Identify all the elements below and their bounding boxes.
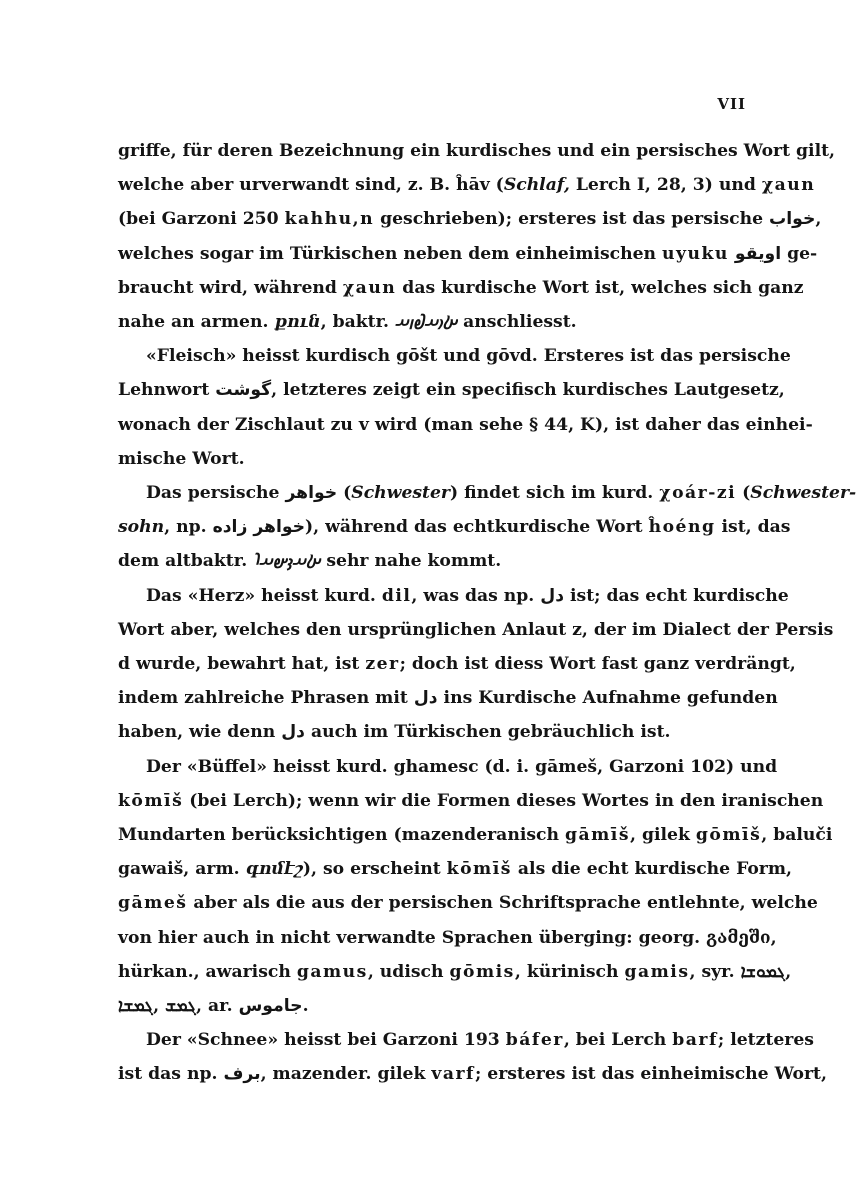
text-line: hürkan., awarisch gamus, udisch gōmis, kürinisch gamis, syr. ܓܡܘܫܐ,	[118, 961, 792, 982]
text-line: von hier auch in nicht verwandte Sprachen überging: georg. გამეში,	[118, 927, 777, 948]
text-line: ist das np. برف, mazender. gilek varf; ersteres ist das einheimische Wort,	[118, 1064, 827, 1085]
text-line: Wort aber, welches den ursprünglichen Anlaut z, der im Dialect der Persis	[118, 619, 834, 640]
text-line: nahe an armen. քուն, baktr. 𐬑𐬎𐬀𐬟𐬥𐬀 anschliesst.	[118, 312, 577, 333]
text-line: braucht wird, während χaun das kurdische Wort ist, welches sich ganz	[118, 277, 804, 298]
text-line: Der «Schnee» heisst bei Garzoni 193 báfer, bei Lerch barf; letzteres	[146, 1030, 814, 1051]
text-line: (bei Garzoni 250 kahhu,n geschrieben); ersteres ist das persische خواب,	[118, 209, 822, 230]
text-line: mische Wort.	[118, 448, 245, 469]
text-line: griffe, für deren Bezeichnung ein kurdisches und ein persisches Wort gilt,	[118, 141, 836, 161]
text-line: welche aber urverwandt sind, z. B. ĥāv (Schlaf, Lerch I, 28, 3) und χaun	[118, 175, 816, 196]
text-line: welches sogar im Türkischen neben dem einheimischen uyuku اويقو ge-	[118, 243, 818, 264]
text-line: kōmīš (bei Lerch); wenn wir die Formen dieses Wortes in den iranischen	[118, 790, 824, 811]
body-text	[118, 134, 856, 1092]
text-line: gawaiš, arm. գոմէշ), so erscheint kōmīš als die echt kurdische Form,	[118, 859, 793, 880]
page-number: VII	[717, 95, 746, 113]
text-line: Das «Herz» heisst kurd. dil, was das np. دل ist; das echt kurdische	[146, 585, 789, 606]
text-line: indem zahlreiche Phrasen mit دل ins Kurdische Aufnahme gefunden	[118, 688, 778, 709]
text-line: sohn, np. خواهر زاده), während das echtkurdische Wort ĥoéng ist, das	[118, 517, 791, 538]
text-line: ܓܡܫܐ, ܓܡܫ, ar. جاموس.	[118, 996, 309, 1017]
text-line: wonach der Zischlaut zu v wird (man sehe § 44, K), ist daher das einhei-	[118, 414, 813, 435]
text-line: dem altbaktr. 𐬑𐬀𐬢𐬵𐬀𐬭 sehr nahe kommt.	[118, 551, 502, 572]
text-line: «Fleisch» heisst kurdisch gōšt und gōvd. Ersteres ist das persische	[146, 346, 791, 367]
text-line: d wurde, bewahrt hat, ist zer; doch ist diess Wort fast ganz verdrängt,	[118, 654, 796, 675]
text-line: haben, wie denn دل auch im Türkischen gebräuchlich ist.	[118, 722, 671, 743]
text-line: Der «Büffel» heisst kurd. ghamesc (d. i. gāmeš, Garzoni 102) und	[146, 756, 778, 777]
text-line: Lehnwort گوشت, letzteres zeigt ein specifisch kurdisches Lautgesetz,	[118, 380, 785, 401]
text-line: Das persische خواهر (Schwester) findet sich im kurd. χoár-zi (Schwester-	[146, 483, 856, 504]
text-line: Mundarten berücksichtigen (mazenderanisch gāmīš, gilek gōmīš, baluči	[118, 825, 833, 846]
text-line: gāmeš aber als die aus der persischen Schriftsprache entlehnte, welche	[118, 893, 818, 914]
